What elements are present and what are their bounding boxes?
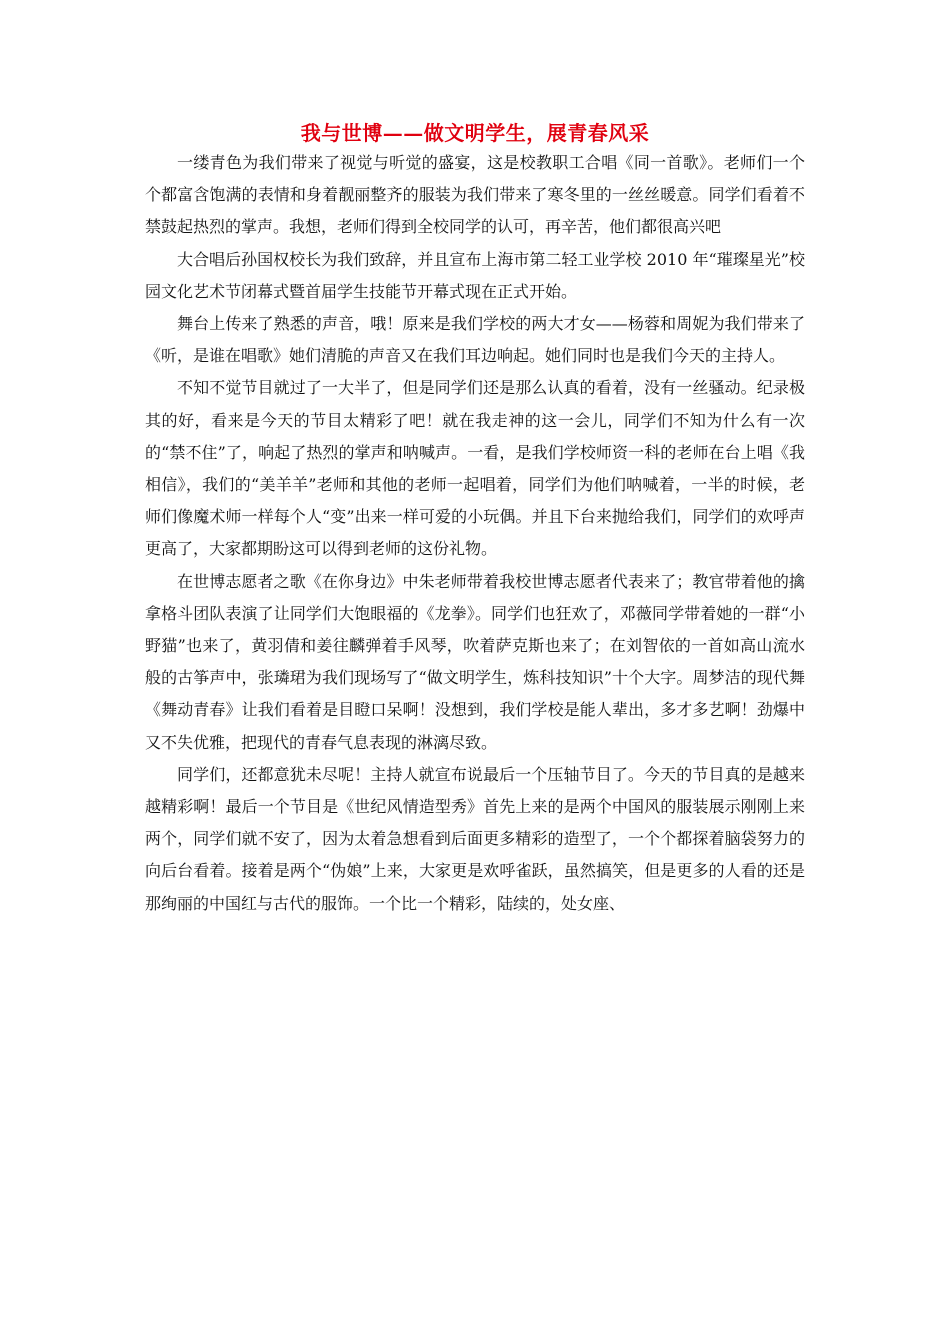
paragraph-6: 同学们，还都意犹未尽呢！主持人就宣布说最后一个压轴节目了。今天的节目真的是越来越精彩啊！最后一个节目是《世纪风情造型秀》首先上来的是两个中国风的服装展示刚刚上来两个，同学们就不安了，因为太着急想看到后面更多精彩的造型了，一个个都探着脑袋努力的向后台看着。接着是两个“伪娘”上来，大家更是欢呼雀跃，虽然搞笑，但是更多的人看的还是那绚丽的中国红与古代的服饰。一个比一个精彩，陆续的，处女座、	[145, 764, 805, 913]
document-title: 我与世博——做文明学生，展青春风采	[300, 121, 650, 145]
paragraph-4: 不知不觉节目就过了一大半了，但是同学们还是那么认真的看着，没有一丝骚动。纪录极其的好，看来是今天的节目太精彩了吧！就在我走神的这一会儿，同学们不知为什么有一次的“禁不住”了，响起了热烈的掌声和呐喊声。一看，是我们学校师资一科的老师在台上唱《我相信》，我们的“美羊羊”老师和其他的老师一起唱着，同学们为他们呐喊着，一半的时候，老师们像魔术师一样每个人“变”出来一样可爱的小玩偶。并且下台来抛给我们，同学们的欢呼声更高了，大家都期盼这可以得到老师的这份礼物。	[145, 378, 805, 559]
document-body	[145, 147, 805, 920]
paragraph-2: 大合唱后孙国权校长为我们致辞，并且宣布上海市第二轻工业学校 2010 年“璀璨星光”校园文化艺术节闭幕式暨首届学生技能节开幕式现在正式开始。	[145, 249, 805, 301]
paragraph-3: 舞台上传来了熟悉的声音，哦！原来是我们学校的两大才女——杨蓉和周妮为我们带来了《听，是谁在唱歌》她们清脆的声音又在我们耳边响起。她们同时也是我们今天的主持人。	[145, 314, 805, 366]
paragraph-5: 在世博志愿者之歌《在你身边》中朱老师带着我校世博志愿者代表来了；教官带着他的擒拿格斗团队表演了让同学们大饱眼福的《龙拳》。同学们也狂欢了，邓薇同学带着她的一群“小野猫”也来了，黄羽倩和姜往麟弹着手风琴，吹着萨克斯也来了；在刘智依的一首如高山流水般的古筝声中，张璘珺为我们现场写了“做文明学生，炼科技知识”十个大字。周梦洁的现代舞《舞动青春》让我们看着是目瞪口呆啊！没想到，我们学校是能人辈出，多才多艺啊！劲爆中又不失优雅，把现代的青春气息表现的淋漓尽致。	[145, 571, 805, 752]
paragraph-1: 一缕青色为我们带来了视觉与听觉的盛宴，这是校教职工合唱《同一首歌》。老师们一个个都富含饱满的表情和身着靓丽整齐的服装为我们带来了寒冬里的一丝丝暖意。同学们看着不禁鼓起热烈的掌声。我想，老师们得到全校同学的认可，再辛苦，他们都很高兴吧	[145, 153, 805, 237]
